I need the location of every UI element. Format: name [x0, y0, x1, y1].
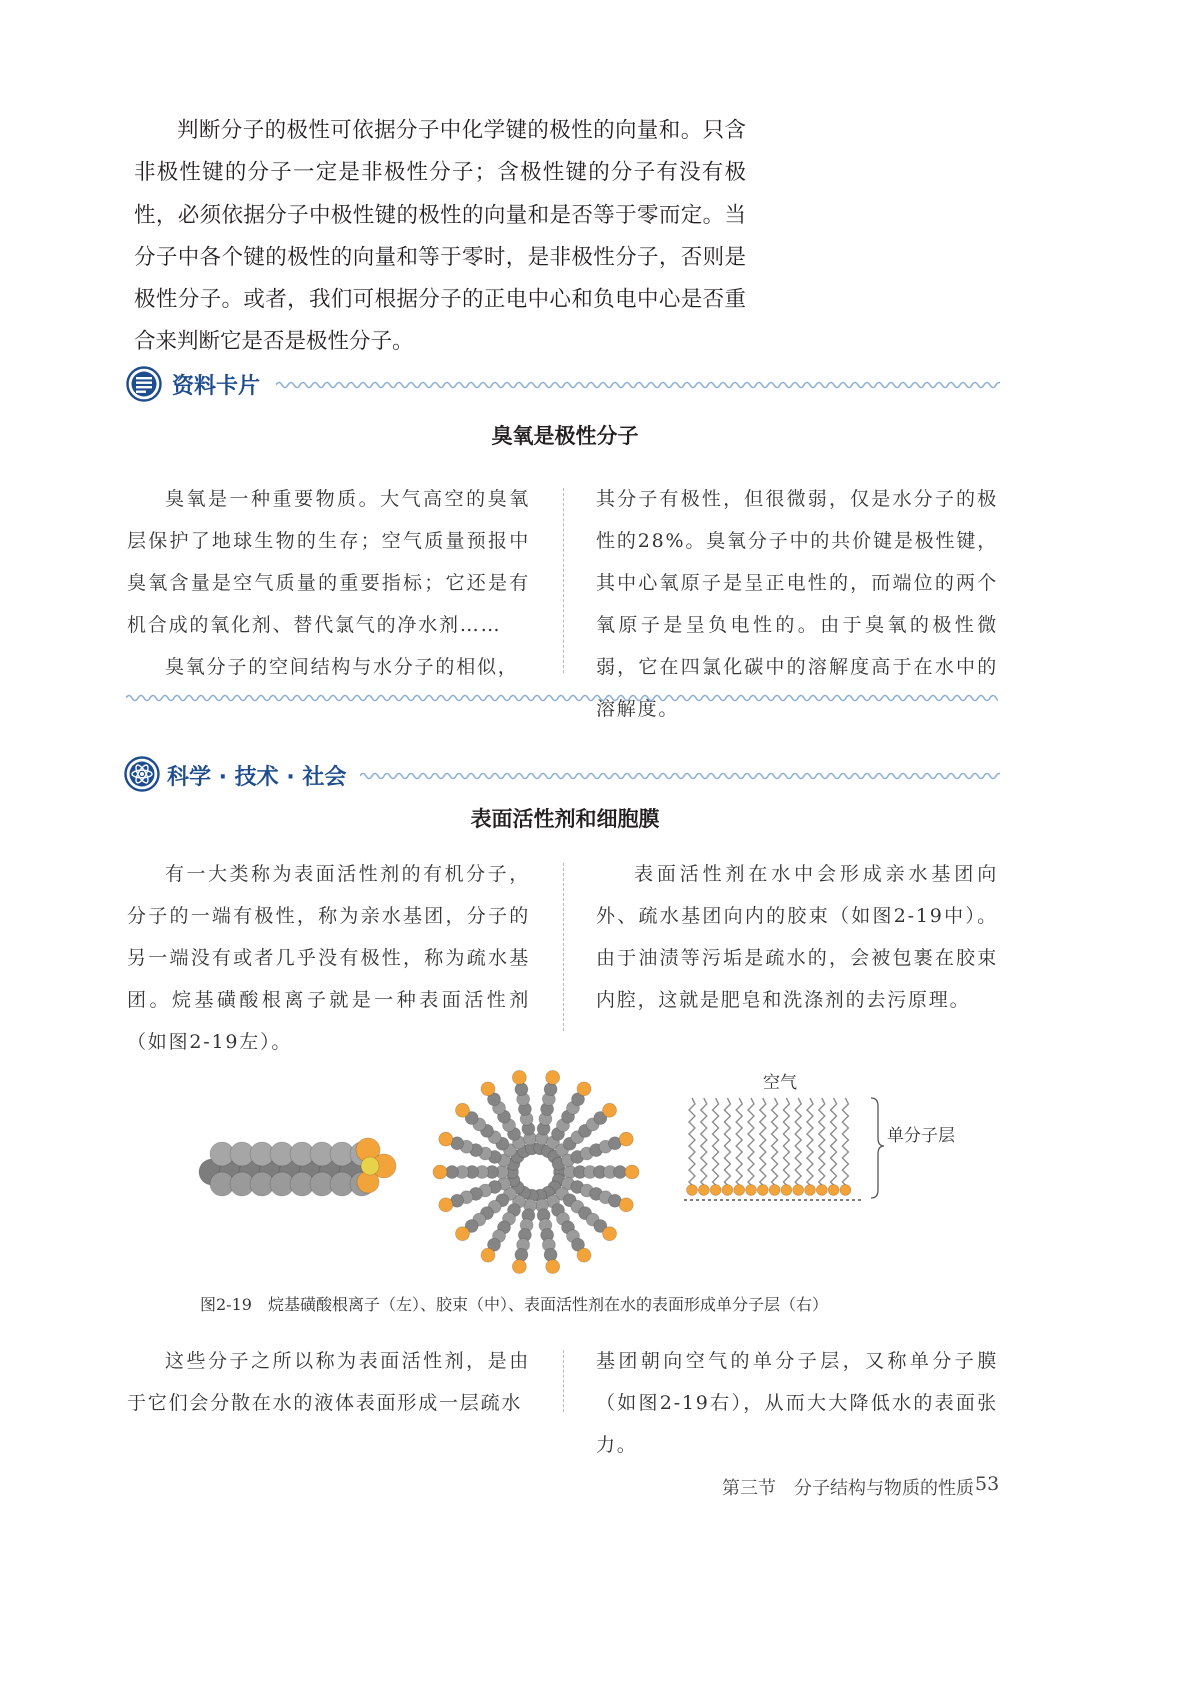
sts-left-column	[127, 853, 530, 1063]
hydrophilic-head	[757, 1185, 768, 1196]
hydrophobic-tail	[842, 1098, 848, 1188]
tail-atom	[614, 1166, 627, 1179]
sts-left-paragraph-1: 有一大类称为表面活性剂的有机分子，分子的一端有极性，称为亲水基团，分子的另一端没有或者几乎没有极性，称为疏水基团。烷基磺酸根离子就是一种表面活性剂（如图2-19左）。	[127, 863, 530, 1053]
head-atom	[577, 1248, 591, 1262]
hydrophilic-head	[840, 1185, 851, 1196]
sulfur-atom	[361, 1157, 379, 1175]
hydrophobic-tail	[724, 1098, 730, 1188]
card-section-label: 资料卡片	[172, 374, 261, 399]
hydrophobic-tail	[772, 1098, 778, 1188]
intro-text	[134, 110, 746, 364]
document-list-icon	[126, 366, 162, 402]
head-atom	[481, 1082, 495, 1096]
atom-icon	[124, 756, 160, 792]
sts-header-wave	[360, 770, 1000, 782]
intro-paragraph: 判断分子的极性可依据分子中化学键的极性的向量和。只含非极性键的分子一定是非极性分子；含极性键的分子有没有极性，必须依据分子中极性键的极性的向量和是否等于零而定。当分子中各个键的极性的向量和等于零时，是非极性分子，否则是极性分子。或者，我们可根据分子的正电中心和负电中心是否重合来判断它是否是极性分子。	[134, 118, 746, 355]
card-left-column	[127, 478, 530, 688]
hydrophobic-tail	[831, 1098, 837, 1188]
hydrophilic-head	[793, 1185, 804, 1196]
sts-title: 表面活性剂和细胞膜	[470, 807, 660, 831]
hydrophobic-tail	[783, 1098, 789, 1188]
head-atom	[433, 1165, 447, 1179]
tail-atom	[544, 1083, 557, 1096]
micelle-illustration	[433, 1070, 639, 1273]
head-atom	[625, 1165, 639, 1179]
figure-caption: 图2-19 烷基磺酸根离子（左）、胶束（中）、表面活性剂在水的表面形成单分子层（右）	[200, 1295, 828, 1314]
hydrophobic-tail	[807, 1098, 813, 1188]
hydrophilic-head	[710, 1185, 721, 1196]
head-atom	[512, 1260, 526, 1274]
card-left-paragraph-1: 臭氧是一种重要物质。大气高空的臭氧层保护了地球生物的生存；空气质量预报中臭氧含量是空气质量的重要指标；它还是有机合成的氧化剂、替代氯气的净水剂……	[127, 488, 530, 636]
figure-2-19	[190, 1062, 1000, 1284]
head-atom	[603, 1103, 617, 1117]
monolayer-brace	[871, 1098, 884, 1198]
tail-atom	[515, 1083, 528, 1096]
sts-bottom-right-column	[596, 1340, 998, 1466]
hydrophobic-tail	[760, 1098, 766, 1188]
hydrophobic-tail	[736, 1098, 742, 1188]
head-atom	[619, 1198, 633, 1212]
sts-right-column	[596, 853, 998, 1021]
hydrophilic-head	[734, 1185, 745, 1196]
monolayer-illustration	[684, 1098, 884, 1200]
hydrophobic-tail	[713, 1098, 719, 1188]
hydrophobic-tail	[795, 1098, 801, 1188]
hydrophilic-head	[746, 1185, 757, 1196]
card-header-wave	[276, 379, 1000, 391]
monolayer-label: 单分子层	[887, 1126, 955, 1146]
sts-bottom-right-paragraph: 基团朝向空气的单分子层，又称单分子膜（如图2-19右），从而大大降低水的表面张力。	[596, 1350, 998, 1456]
head-atom	[439, 1198, 453, 1212]
head-atom	[439, 1132, 453, 1146]
head-atom	[546, 1260, 560, 1274]
head-atom	[455, 1227, 469, 1241]
sts-bottom-divider	[563, 1350, 564, 1412]
head-atom	[512, 1070, 526, 1084]
hydrophilic-head	[816, 1185, 827, 1196]
sts-right-paragraph-1: 表面活性剂在水中会形成亲水基团向外、疏水基团向内的胶束（如图2-19中）。由于油渍等污垢是疏水的，会被包裹在胶束内腔，这就是肥皂和洗涤剂的去污原理。	[596, 863, 998, 1011]
card-left-paragraph-2: 臭氧分子的空间结构与水分子的相似，	[165, 656, 519, 678]
hydrophilic-head	[828, 1185, 839, 1196]
card-column-divider	[563, 488, 564, 673]
sts-bottom-left-column	[127, 1340, 530, 1424]
card-title: 臭氧是极性分子	[491, 424, 639, 448]
hydrophilic-head	[769, 1185, 780, 1196]
footer-section-title: 第三节 分子结构与物质的性质	[722, 1478, 974, 1499]
card-right-paragraph-1: 其分子有极性，但很微弱，仅是水分子的极性的28%。臭氧分子中的共价键是极性键，其中心氧原子是呈正电性的，而端位的两个氧原子是呈负电性的。由于臭氧的极性微弱，它在四氯化碳中的溶解度高于在水中的溶解度。	[596, 488, 998, 720]
hydrophilic-head	[687, 1185, 698, 1196]
tail-atom	[515, 1248, 528, 1261]
card-bottom-wave	[126, 692, 998, 704]
sts-section-label: 科学 · 技术 · 社会	[167, 765, 347, 790]
hydrophobic-tail	[748, 1098, 754, 1188]
head-atom	[481, 1248, 495, 1262]
hydrophilic-head	[781, 1185, 792, 1196]
hydrophilic-head	[722, 1185, 733, 1196]
hydrophobic-tail	[701, 1098, 707, 1188]
tail-atom	[446, 1166, 459, 1179]
head-atom	[619, 1132, 633, 1146]
air-label: 空气	[763, 1073, 797, 1093]
page-number: 53	[975, 1473, 1000, 1495]
hydrophilic-head	[805, 1185, 816, 1196]
alkyl-sulfonate-ion	[199, 1138, 396, 1196]
hydrophilic-head	[698, 1185, 709, 1196]
head-atom	[603, 1227, 617, 1241]
tail-atom	[544, 1248, 557, 1261]
head-atom	[455, 1103, 469, 1117]
head-atom	[577, 1082, 591, 1096]
hydrophobic-tail	[689, 1098, 695, 1188]
hydrophobic-tail	[819, 1098, 825, 1188]
sts-column-divider	[563, 863, 564, 1031]
sts-bottom-left-paragraph: 这些分子之所以称为表面活性剂，是由于它们会分散在水的液体表面形成一层疏水	[127, 1350, 530, 1414]
head-atom	[546, 1070, 560, 1084]
